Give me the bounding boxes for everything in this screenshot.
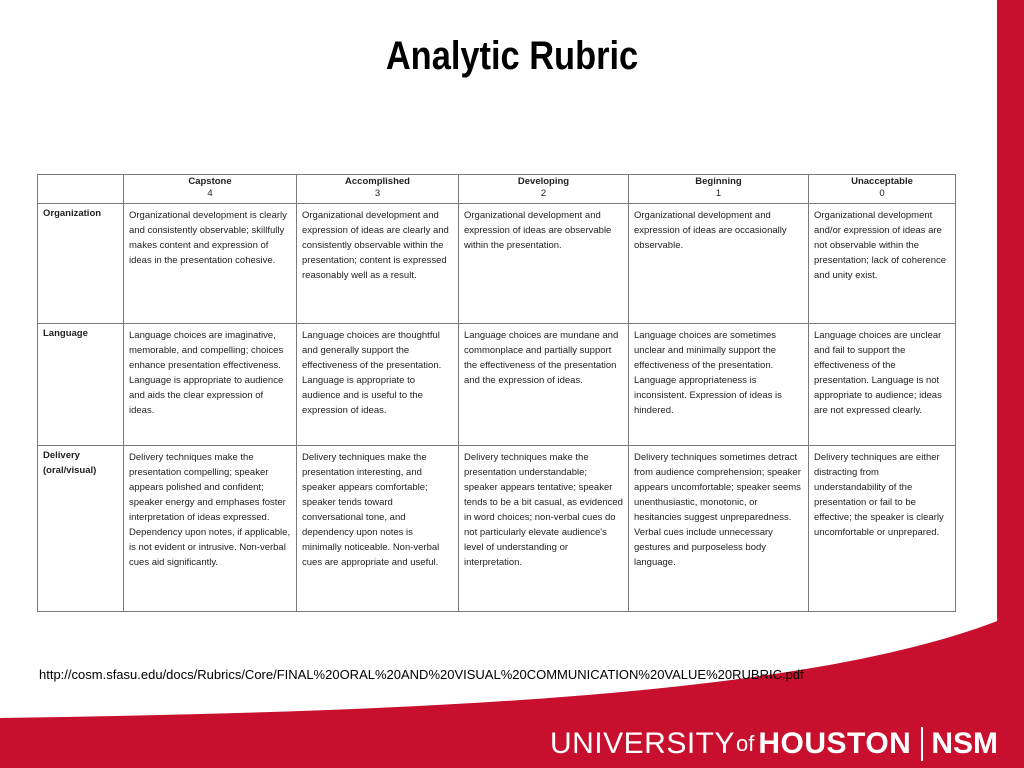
rubric-cell: Organizational development and/or expression of ideas are not observable within the presentation; lack of coherence and unity exist. [809,204,956,324]
rubric-cell: Delivery techniques are either distracting from understandability of the presentation or fail to be effective; the speaker is clearly uncomfortable or unprepared. [809,446,956,612]
rubric-table [37,174,956,612]
footer-red-swoosh [0,600,1024,730]
level-header-accomplished [297,175,459,204]
logo-dept-text: NSM [931,727,998,760]
rubric-cell: Delivery techniques make the presentation interesting, and speaker appears comfortable; speaker tends toward conversational tone, and dependency upon notes is minimally noticeable. Non-verbal cues are appropriate and useful. [297,446,459,612]
rubric-row-organization [38,204,956,324]
source-url: http://cosm.sfasu.edu/docs/Rubrics/Core/FINAL%20ORAL%20AND%20VISUAL%20COMMUNICATION%20VALUE%20RUBRIC.pdf [39,667,804,682]
level-label: Unacceptable [851,176,913,187]
rubric-cell: Organizational development and expression of ideas are observable within the presentation. [459,204,629,324]
level-header-unacceptable [809,175,956,204]
logo-university-text: UNIVERSITY [549,727,735,760]
rubric-cell: Organizational development and expression of ideas are occasionally observable. [629,204,809,324]
level-header-beginning [629,175,809,204]
level-score: 2 [540,188,547,199]
level-label: Beginning [695,176,742,187]
rubric-cell: Delivery techniques sometimes detract from audience comprehension; speaker appears uncomfortable; speaker seems unenthusiastic, monotonic, or hesitancies suggest unpreparedness. Verbal cues include unnecessary gestures and purposeless body language. [629,446,809,612]
rubric-corner-cell [38,175,124,204]
criterion-label: Organization [38,204,124,324]
rubric-cell: Organizational development and expression of ideas are clearly and consistently observable within the presentation; content is expressed reasonably well as a result. [297,204,459,324]
logo-houston-text: HOUSTON [758,727,912,760]
rubric-cell: Language choices are unclear and fail to support the effectiveness of the presentation. Language is not appropriate to audience; ideas are not expressed clearly. [809,324,956,446]
university-logo [550,726,998,762]
rubric-cell: Delivery techniques make the presentation compelling; speaker appears polished and confident; speaker energy and emphases foster interpretation of ideas expressed. Dependency upon notes, if applicable, is not evident or intrusive. Non-verbal cues aid significantly. [124,446,297,612]
rubric-cell: Language choices are thoughtful and generally support the effectiveness of the presentation. Language is appropriate to audience and is useful to the expression of ideas. [297,324,459,446]
level-score: 3 [374,188,381,199]
slide-title: Analytic Rubric [385,34,639,78]
rubric-header-row [38,175,956,204]
level-header-capstone [124,175,297,204]
level-score: 4 [207,188,213,199]
level-label: Developing [517,176,570,187]
level-score: 1 [715,188,722,199]
rubric-row-language [38,324,956,446]
logo-of-text: of [736,731,755,756]
rubric-row-delivery [38,446,956,612]
level-label: Capstone [188,176,232,187]
level-score: 0 [879,188,885,199]
level-label: Accomplished [345,176,410,187]
criterion-label: Language [38,324,124,446]
rubric-cell: Organizational development is clearly and consistently observable; skillfully makes content and expression of ideas in the presentation cohesive. [124,204,297,324]
criterion-label: Delivery (oral/visual) [38,446,124,612]
rubric-cell: Language choices are imaginative, memorable, and compelling; choices enhance presentation effectiveness. Language is appropriate to audience and aids the clear expression of ideas. [124,324,297,446]
level-header-developing [459,175,629,204]
rubric-cell: Language choices are mundane and commonplace and partially support the effectiveness of the presentation and the expression of ideas. [459,324,629,446]
rubric-cell: Delivery techniques make the presentation understandable; speaker appears tentative; speaker tends to be a bit casual, as evidenced in word choices; non-verbal cues do not particularly elevate audience's level of understanding or interpretation. [459,446,629,612]
rubric-cell: Language choices are sometimes unclear and minimally support the effectiveness of the presentation. Language appropriateness is inconsistent. Expression of ideas is hindered. [629,324,809,446]
logo-divider [921,727,923,761]
